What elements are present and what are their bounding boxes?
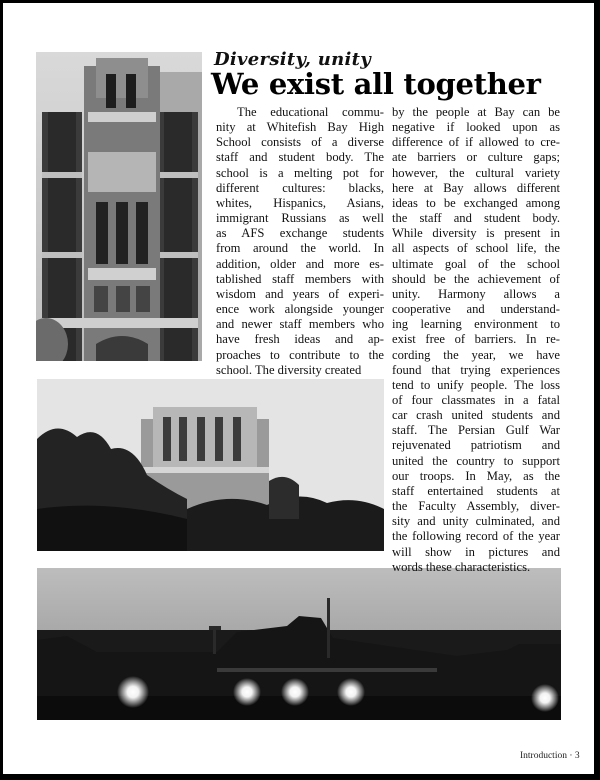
body-line: cooperative and understand-: [392, 302, 560, 317]
body-line: staff entertained students at: [392, 483, 560, 498]
body-line: sity and unity culminated, and: [392, 514, 560, 529]
body-column-2: [392, 105, 560, 575]
body-line: The educational commu-: [237, 105, 384, 119]
body-line: different cultures: blacks,: [216, 180, 384, 195]
body-line: nity at Whitefish Bay High: [216, 120, 384, 135]
body-line: will show in pictures and: [392, 544, 560, 559]
body-line: staff. The Persian Gulf War: [392, 423, 560, 438]
body-line: found that trying experiences: [392, 362, 560, 377]
body-line: negative if looked upon as: [392, 120, 560, 135]
body-line: While diversity is present in: [392, 226, 560, 241]
body-line: have fresh ideas and ap-: [216, 332, 384, 347]
body-line: ultimate goal of the school: [392, 256, 560, 271]
body-line: the following record of the year: [392, 529, 560, 544]
body-line: the staff and student body.: [392, 211, 560, 226]
body-line: school. The diversity created: [216, 362, 362, 377]
body-line: the Faculty Assembly, diver-: [392, 499, 560, 514]
body-line: staff and student body. The: [216, 150, 384, 165]
body-line: car crash united students and: [392, 408, 560, 423]
body-line: tablished staff members with: [216, 271, 384, 286]
body-line: proaches to contribute to the: [216, 347, 384, 362]
page-footer: Introduction · 3: [520, 751, 580, 761]
body-line: from around the world. In: [216, 241, 384, 256]
body-line: united the country to support: [392, 453, 560, 468]
body-line: difference of if allowed to cre-: [392, 135, 560, 150]
body-line: should be the achievement of: [392, 271, 560, 286]
body-line: however, the cultural variety: [392, 165, 560, 180]
body-line: ideas to be exchanged among: [392, 195, 560, 210]
body-line: words these characteristics.: [392, 559, 531, 574]
body-line: our troops. In May, as the: [392, 468, 560, 483]
body-line: exist free of barriers. In re-: [392, 332, 560, 347]
body-line: all aspects of school life, the: [392, 241, 560, 256]
body-line: ing learning environment to: [392, 317, 560, 332]
body-line: ence work alongside younger: [216, 302, 384, 317]
body-line: and newer staff members who: [216, 317, 384, 332]
body-line: cording the year, we have: [392, 347, 560, 362]
tower-photo: [36, 52, 202, 361]
tower-trees-photo: [37, 379, 384, 551]
night-building-photo: [37, 568, 561, 720]
body-line: as AFS exchange students: [216, 226, 384, 241]
body-line: here at Bay allows different: [392, 180, 560, 195]
body-line: wisdom and years of experi-: [216, 286, 384, 301]
body-line: whites, Hispanics, Asians,: [216, 195, 384, 210]
body-line: of four classmates in a fatal: [392, 392, 560, 407]
body-line: tend to unify people. The loss: [392, 377, 560, 392]
body-line: rejuvenated patriotism and: [392, 438, 560, 453]
yearbook-page: [3, 3, 594, 774]
headline: We exist all together: [211, 67, 541, 101]
body-line: ate barriers or culture gaps;: [392, 150, 560, 165]
kicker-title: Diversity, unity: [214, 49, 371, 70]
body-line: school is a melting pot for: [216, 165, 384, 180]
body-line: by the people at Bay can be: [392, 105, 560, 119]
body-line: immigrant Russians as well: [216, 211, 384, 226]
body-line: School consists of a diverse: [216, 135, 384, 150]
body-line: addition, older and more es-: [216, 256, 384, 271]
body-line: unity. Harmony allows a: [392, 286, 560, 301]
body-column-1: [216, 105, 384, 378]
